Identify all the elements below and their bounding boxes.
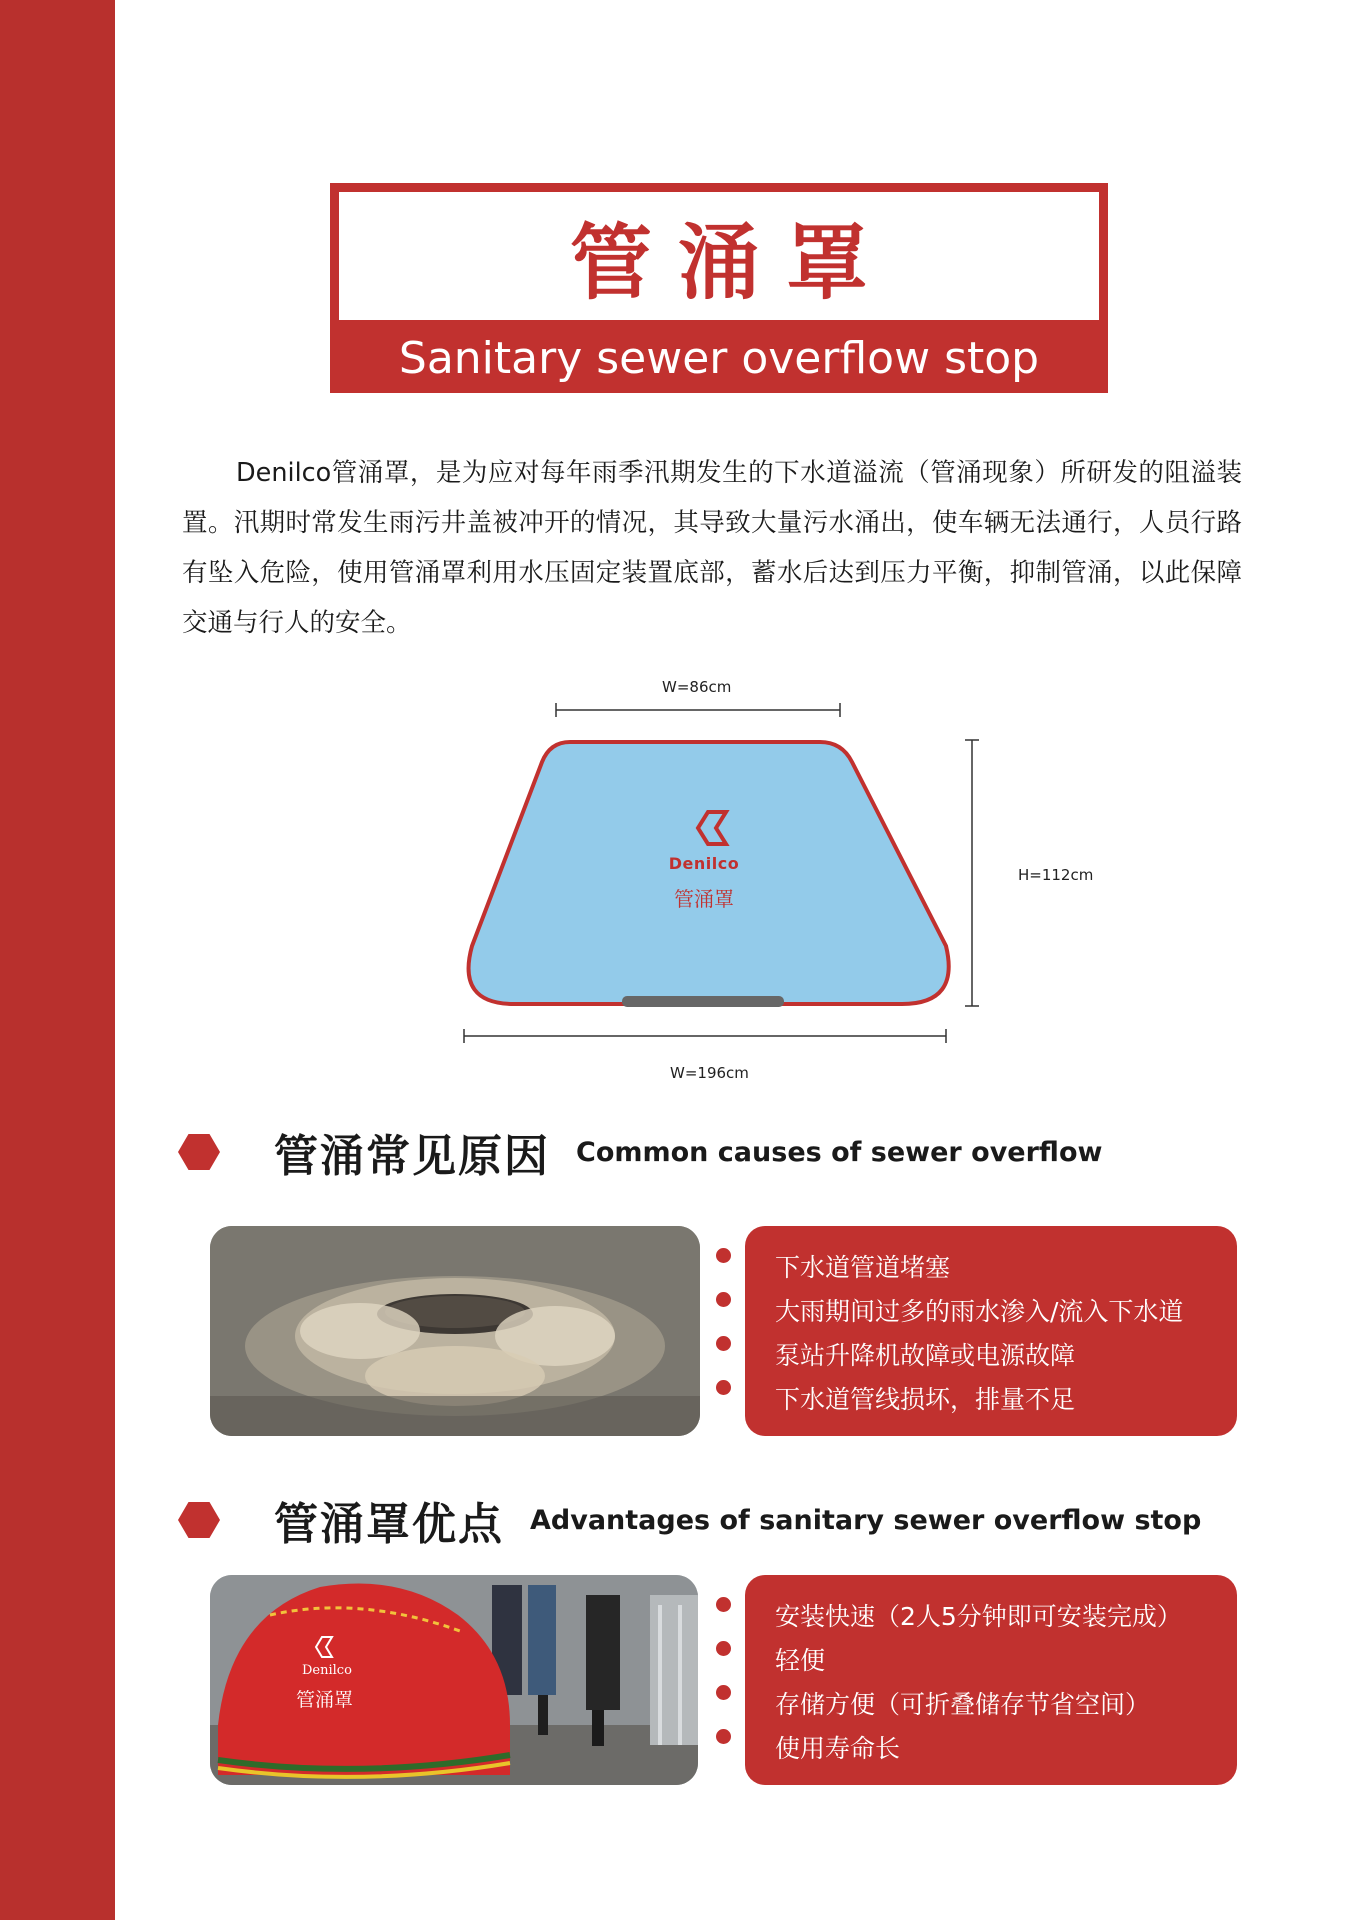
height-label: H=112cm	[1018, 866, 1094, 884]
section-title-cn: 管涌常见原因	[274, 1131, 550, 1182]
advantages-bullets	[716, 1597, 731, 1773]
title-box	[330, 183, 1108, 393]
sewer-overflow-illustration	[210, 1226, 700, 1436]
side-stripe	[0, 0, 115, 1920]
list-item: 大雨期间过多的雨水渗入/流入下水道	[775, 1297, 1184, 1326]
intro-paragraph: Denilco管涌罩，是为应对每年雨季汛期发生的下水道溢流（管涌现象）所研发的阻溢装置。汛期时常发生雨污井盖被冲开的情况，其导致大量污水涌出，使车辆无法通行，人员行路有坠入危险，使用管涌罩利用水压固定装置底部，蓄水后达到压力平衡，抑制管涌，以此保障交通与行人的安全。	[182, 458, 1242, 638]
advantages-list-box	[745, 1575, 1237, 1785]
cover-product-text: 管涌罩	[674, 887, 734, 911]
bottom-width-label: W=196cm	[670, 1064, 749, 1082]
cover-logo	[658, 808, 750, 912]
top-width-label: W=86cm	[662, 678, 732, 696]
title-inner	[339, 192, 1099, 320]
list-item: 下水道管道堵塞	[775, 1253, 951, 1282]
bullet-dot	[716, 1641, 731, 1656]
bullet-dot	[716, 1380, 731, 1395]
list-item: 泵站升降机故障或电源故障	[775, 1341, 1076, 1370]
section-title-en: Advantages of sanitary sewer overflow stop	[530, 1504, 1202, 1536]
cover-brand-text: Denilco	[668, 854, 740, 873]
page-subtitle: Sanitary sewer overflow stop	[398, 332, 1040, 384]
section-title-cn: 管涌罩优点	[274, 1499, 504, 1550]
list-item: 安装快速（2人5分钟即可安装完成）	[775, 1602, 1182, 1631]
bullet-dot	[716, 1248, 731, 1263]
sewer-overflow-photo	[210, 1226, 700, 1436]
section-causes-heading	[178, 1120, 1102, 1184]
bullet-dot	[716, 1336, 731, 1351]
causes-bullets	[716, 1248, 731, 1424]
bullet-dot	[716, 1729, 731, 1744]
overflow-stop-illustration	[210, 1575, 698, 1785]
overflow-stop-photo	[210, 1575, 698, 1785]
bullet-dot	[716, 1597, 731, 1612]
list-item: 轻便	[775, 1646, 826, 1675]
dimension-diagram	[440, 668, 1120, 1088]
bullet-dot	[716, 1685, 731, 1700]
photo-brand-text: Denilco	[302, 1663, 352, 1678]
advantages-list	[775, 1595, 1182, 1771]
section-advantages-heading	[178, 1488, 1201, 1552]
page-title: 管涌罩	[569, 215, 894, 311]
list-item: 存储方便（可折叠储存节省空间）	[775, 1690, 1151, 1719]
logo-spacer	[658, 808, 750, 852]
cover-base-bar	[622, 996, 784, 1007]
causes-list-box	[745, 1226, 1237, 1436]
section-title-en: Common causes of sewer overflow	[576, 1136, 1103, 1168]
bullet-dot	[716, 1292, 731, 1307]
list-item: 下水道管线损坏，排量不足	[775, 1385, 1076, 1414]
list-item: 使用寿命长	[775, 1734, 901, 1763]
hexagon-icon	[178, 1502, 220, 1538]
photo-product-text: 管涌罩	[296, 1689, 354, 1711]
hexagon-icon	[178, 1134, 220, 1170]
causes-list	[775, 1246, 1183, 1422]
